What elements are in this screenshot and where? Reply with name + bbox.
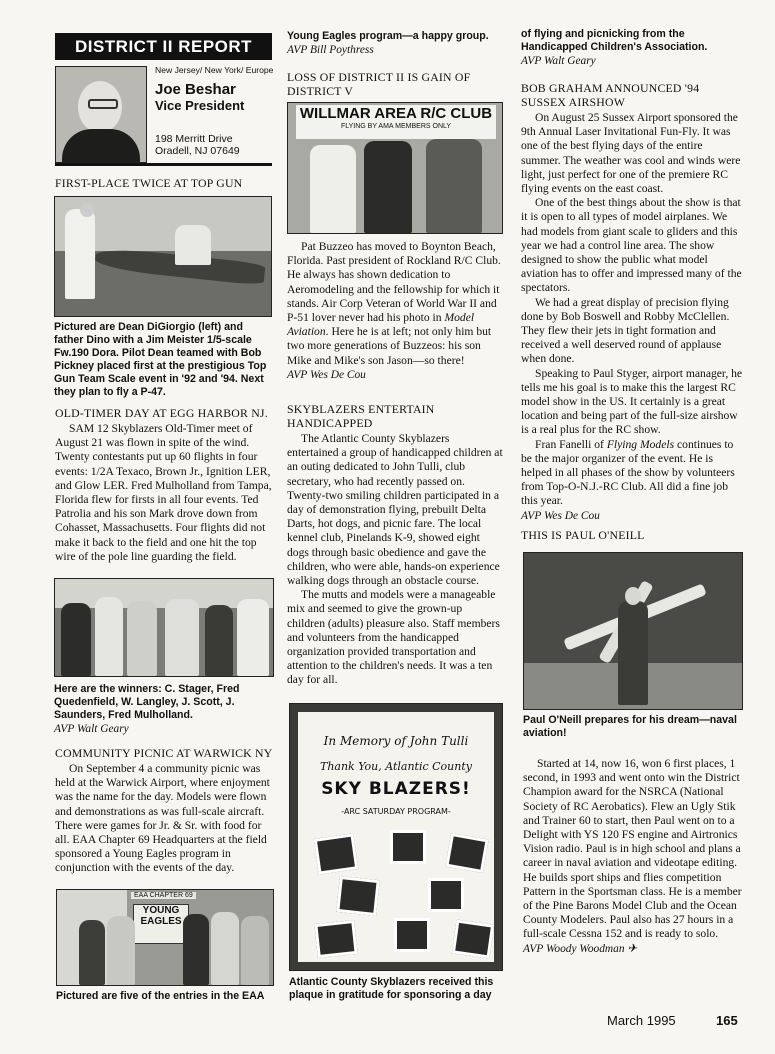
signature-woody-woodman-text: AVP Woody Woodman xyxy=(523,942,625,955)
photo-young-eagles xyxy=(56,889,274,986)
photo-fw190-team xyxy=(54,196,272,317)
airplane-icon: ✈ xyxy=(627,942,637,955)
footer-page-number: 165 xyxy=(716,1013,738,1028)
header-rule xyxy=(55,163,272,166)
caption-young-eagles-cont: Young Eagles program—a happy group. xyxy=(287,30,489,42)
plaque-line-program: -ARC SATURDAY PROGRAM- xyxy=(341,807,451,816)
plaque-line-thanks: Thank You, Atlantic County xyxy=(319,760,472,773)
photo-paul-oneill xyxy=(523,552,743,710)
photo-sign-eaa: EAA CHAPTER 69 xyxy=(131,892,196,899)
photo-sign-eagles: EAGLES xyxy=(140,916,182,927)
author-portrait xyxy=(55,66,147,163)
photo-sign-young: YOUNG xyxy=(142,905,180,916)
heading-skyblazers: SKYBLAZERS ENTERTAIN HANDICAPPED xyxy=(287,402,435,430)
photo-willmar-club xyxy=(287,102,503,234)
heading-airshow: BOB GRAHAM ANNOUNCED '94 SUSSEX AIRSHOW xyxy=(521,81,700,109)
signature-wes-decou-1: AVP Wes De Cou xyxy=(287,368,366,381)
heading-loss-district: LOSS OF DISTRICT II IS GAIN OF DISTRICT V xyxy=(287,70,471,98)
plaque-line-memory: In Memory of John Tulli xyxy=(323,734,469,748)
signature-woody-woodman xyxy=(523,942,745,956)
photo-banner-willmar: WILLMAR AREA R/C CLUB xyxy=(299,105,493,122)
body-airshow-4: Speaking to Paul Styger, airport manager, he tells me his goal is to make this the largest RC model show in the US. It certainly is a great location and being part of the full-size airshow is a real plus for the RC show. xyxy=(521,366,743,437)
photo-oldtimer-winners xyxy=(54,578,274,677)
footer-issue: March 1995 xyxy=(607,1013,676,1028)
caption-plaque-cont: of flying and picnicking from the Handicapped Children's Association. xyxy=(521,28,708,53)
caption-plaque: Atlantic County Skyblazers received this plaque in gratitude for sponsoring a day xyxy=(289,976,494,1001)
body-picnic: On September 4 a community picnic was held at the Warwick Airport, where enjoyment was the name for the day. Models were flown and demonstrations as was full-scale aircraft. There were games for Jr. & Sr. with food for all. EAA Chapter 69 Headquarters at the field sponsored a Young Eagles program in conjunction with the events of the day. xyxy=(55,762,270,875)
region-label: New Jersey/ New York/ Europe xyxy=(155,65,274,75)
body-airshow-5 xyxy=(521,438,743,509)
caption-fw190: Pictured are Dean DiGiorgio (left) and father Dino with a Jim Meister 1/5-scale Fw.190 Dora. Pilot Dean teamed with Bob Pickney placed first at the prestigious Top Gun Team Scale event in '92 and '94. Next they plan to fly a P-47. xyxy=(54,321,267,398)
plaque-line-skyblazers: SKY BLAZERS! xyxy=(321,779,471,799)
section-banner: DISTRICT II REPORT xyxy=(55,33,272,60)
address-line-2: Oradell, NJ 07649 xyxy=(155,145,240,157)
body-loss-part2: . Here he is at left; not only him but two more generations of Buzzeos: his son Mike and Mike's son Jason—so there! xyxy=(287,325,492,367)
body-airshow-3: We had a great display of precision flying done by Bob Boswell and Robby McClellen. They flew their jets in tight formation and received a well deserved round of applause when done. xyxy=(521,295,730,366)
body-skyblazers-1: The Atlantic County Skyblazers entertained a group of handicapped children at an outing dedicated to John Tulli, club secretary, who had recently passed on. Twenty-two smiling children participated in a day of demonstration flying, prebuilt Delta Darts, hot dogs, and picnic fare. The local kennel club, Pinelands K-9, showed eight dogs through basic obedience and gave the children, who were able, hands-on experience walking dogs through an obstacle course. xyxy=(287,432,503,588)
body-airshow-1: On August 25 Sussex Airport sponsored the 9th Annual Laser Invitational Fun-Fly. It was one of the best flying days of the entire summer. The weather was cool and winds were light, just perfect for one of the premiere RC flying events on the east coast. xyxy=(521,111,741,196)
caption-paul-oneill: Paul O'Neill prepares for his dream—naval aviation! xyxy=(523,714,737,739)
body-loss-part1: Pat Buzzeo has moved to Boynton Beach, Florida. Past president of Rockland R/C Club. He always has shown dedication to Aeromodeling and the fellowship for which it stands. Air Corp Veteran of World War II and P-51 lover never had his photo in xyxy=(287,240,501,325)
signature-walt-geary-1: AVP Walt Geary xyxy=(54,723,129,735)
heading-paul-oneill: THIS IS PAUL O'NEILL xyxy=(521,528,645,542)
body-paul-oneill: Started at 14, now 16, won 6 first places, 1 second, in 1993 and went onto win the District Champion award for the NSRCA (National Society of RC Aerobatics). Flew an Ugly Stik and Trainer 60 to start, then Paul went on to a Delight with YS 120 FS engine and Airtronics Vision radio. Paul is in high school and plans a career in naval aviation and videotape editing. He builds sport ships and flies competition Pattern in the Sportsman class. He is a member of the Pine Barons Model Club and the Ocean County Modelers. Paul also has 27 hours in a full-scale Cessna 152 and is ready to solo. xyxy=(523,757,742,941)
body-oldtimer: SAM 12 Skyblazers Old-Timer meet of August 21 was flown in spite of the wind. Twenty contestants put up 60 flights in four events: 1/2A Texaco, Brown Jr., Ignition LER, and Glow LER. Fred Mulholland from Tampa, Florida flew for firsts in all four events. Ted Patrolia and his son Mark drove down from Cohasset, Massachusetts. Four flights did not make it back to the field and one hit the top wire of the pole line guarding the field. xyxy=(55,422,272,563)
heading-topgun: FIRST-PLACE TWICE AT TOP GUN xyxy=(55,176,243,190)
author-name: Joe Beshar xyxy=(155,81,236,98)
body-loss-district xyxy=(287,240,503,368)
magazine-title-model-aviation: Model Aviation xyxy=(287,311,475,339)
signature-wes-decou-2: AVP Wes De Cou xyxy=(521,509,600,522)
author-role: Vice President xyxy=(155,98,245,113)
body-airshow-2: One of the best things about the show is that it is open to all types of model airplanes. We had models from giant scale to gliders and this year we had a control line area. The show designed to show the public what model aviation has to offer and impressed many of the spectators. xyxy=(521,196,742,295)
caption-winners: Here are the winners: C. Stager, Fred Quedenfield, W. Langley, J. Scott, J. Saunders, Fred Mulholland. xyxy=(54,683,240,721)
body-airshow-5-part2: continues to be the major organizer of the event. He is helped in all phases of the show by volunteers from Top-O-N.J.-RC Club. All did a fine job this year. xyxy=(521,437,735,508)
signature-walt-geary-2: AVP Walt Geary xyxy=(521,55,596,67)
address-line-1: 198 Merritt Drive xyxy=(155,133,233,145)
body-skyblazers-2: The mutts and models were a manageable mix and seemed to give the grown-up children (adults) pleasure also. Staff members and volunteers from the handicapped organization provided transportation and attention to the children's needs. It was a ten day for all. xyxy=(287,588,500,687)
caption-young-eagles: Pictured are five of the entries in the EAA xyxy=(56,990,265,1002)
photo-memorial-plaque xyxy=(289,703,503,971)
signature-bill-poythress: AVP Bill Poythress xyxy=(287,44,374,56)
heading-picnic: COMMUNITY PICNIC AT WARWICK NY xyxy=(55,746,273,760)
heading-oldtimer: OLD-TIMER DAY AT EGG HARBOR NJ. xyxy=(55,406,268,420)
magazine-title-flying-models: Flying Models xyxy=(606,437,675,451)
body-airshow-5-part1: Fran Fanelli of xyxy=(535,437,607,451)
photo-banner-sub: FLYING BY AMA MEMBERS ONLY xyxy=(340,123,452,130)
